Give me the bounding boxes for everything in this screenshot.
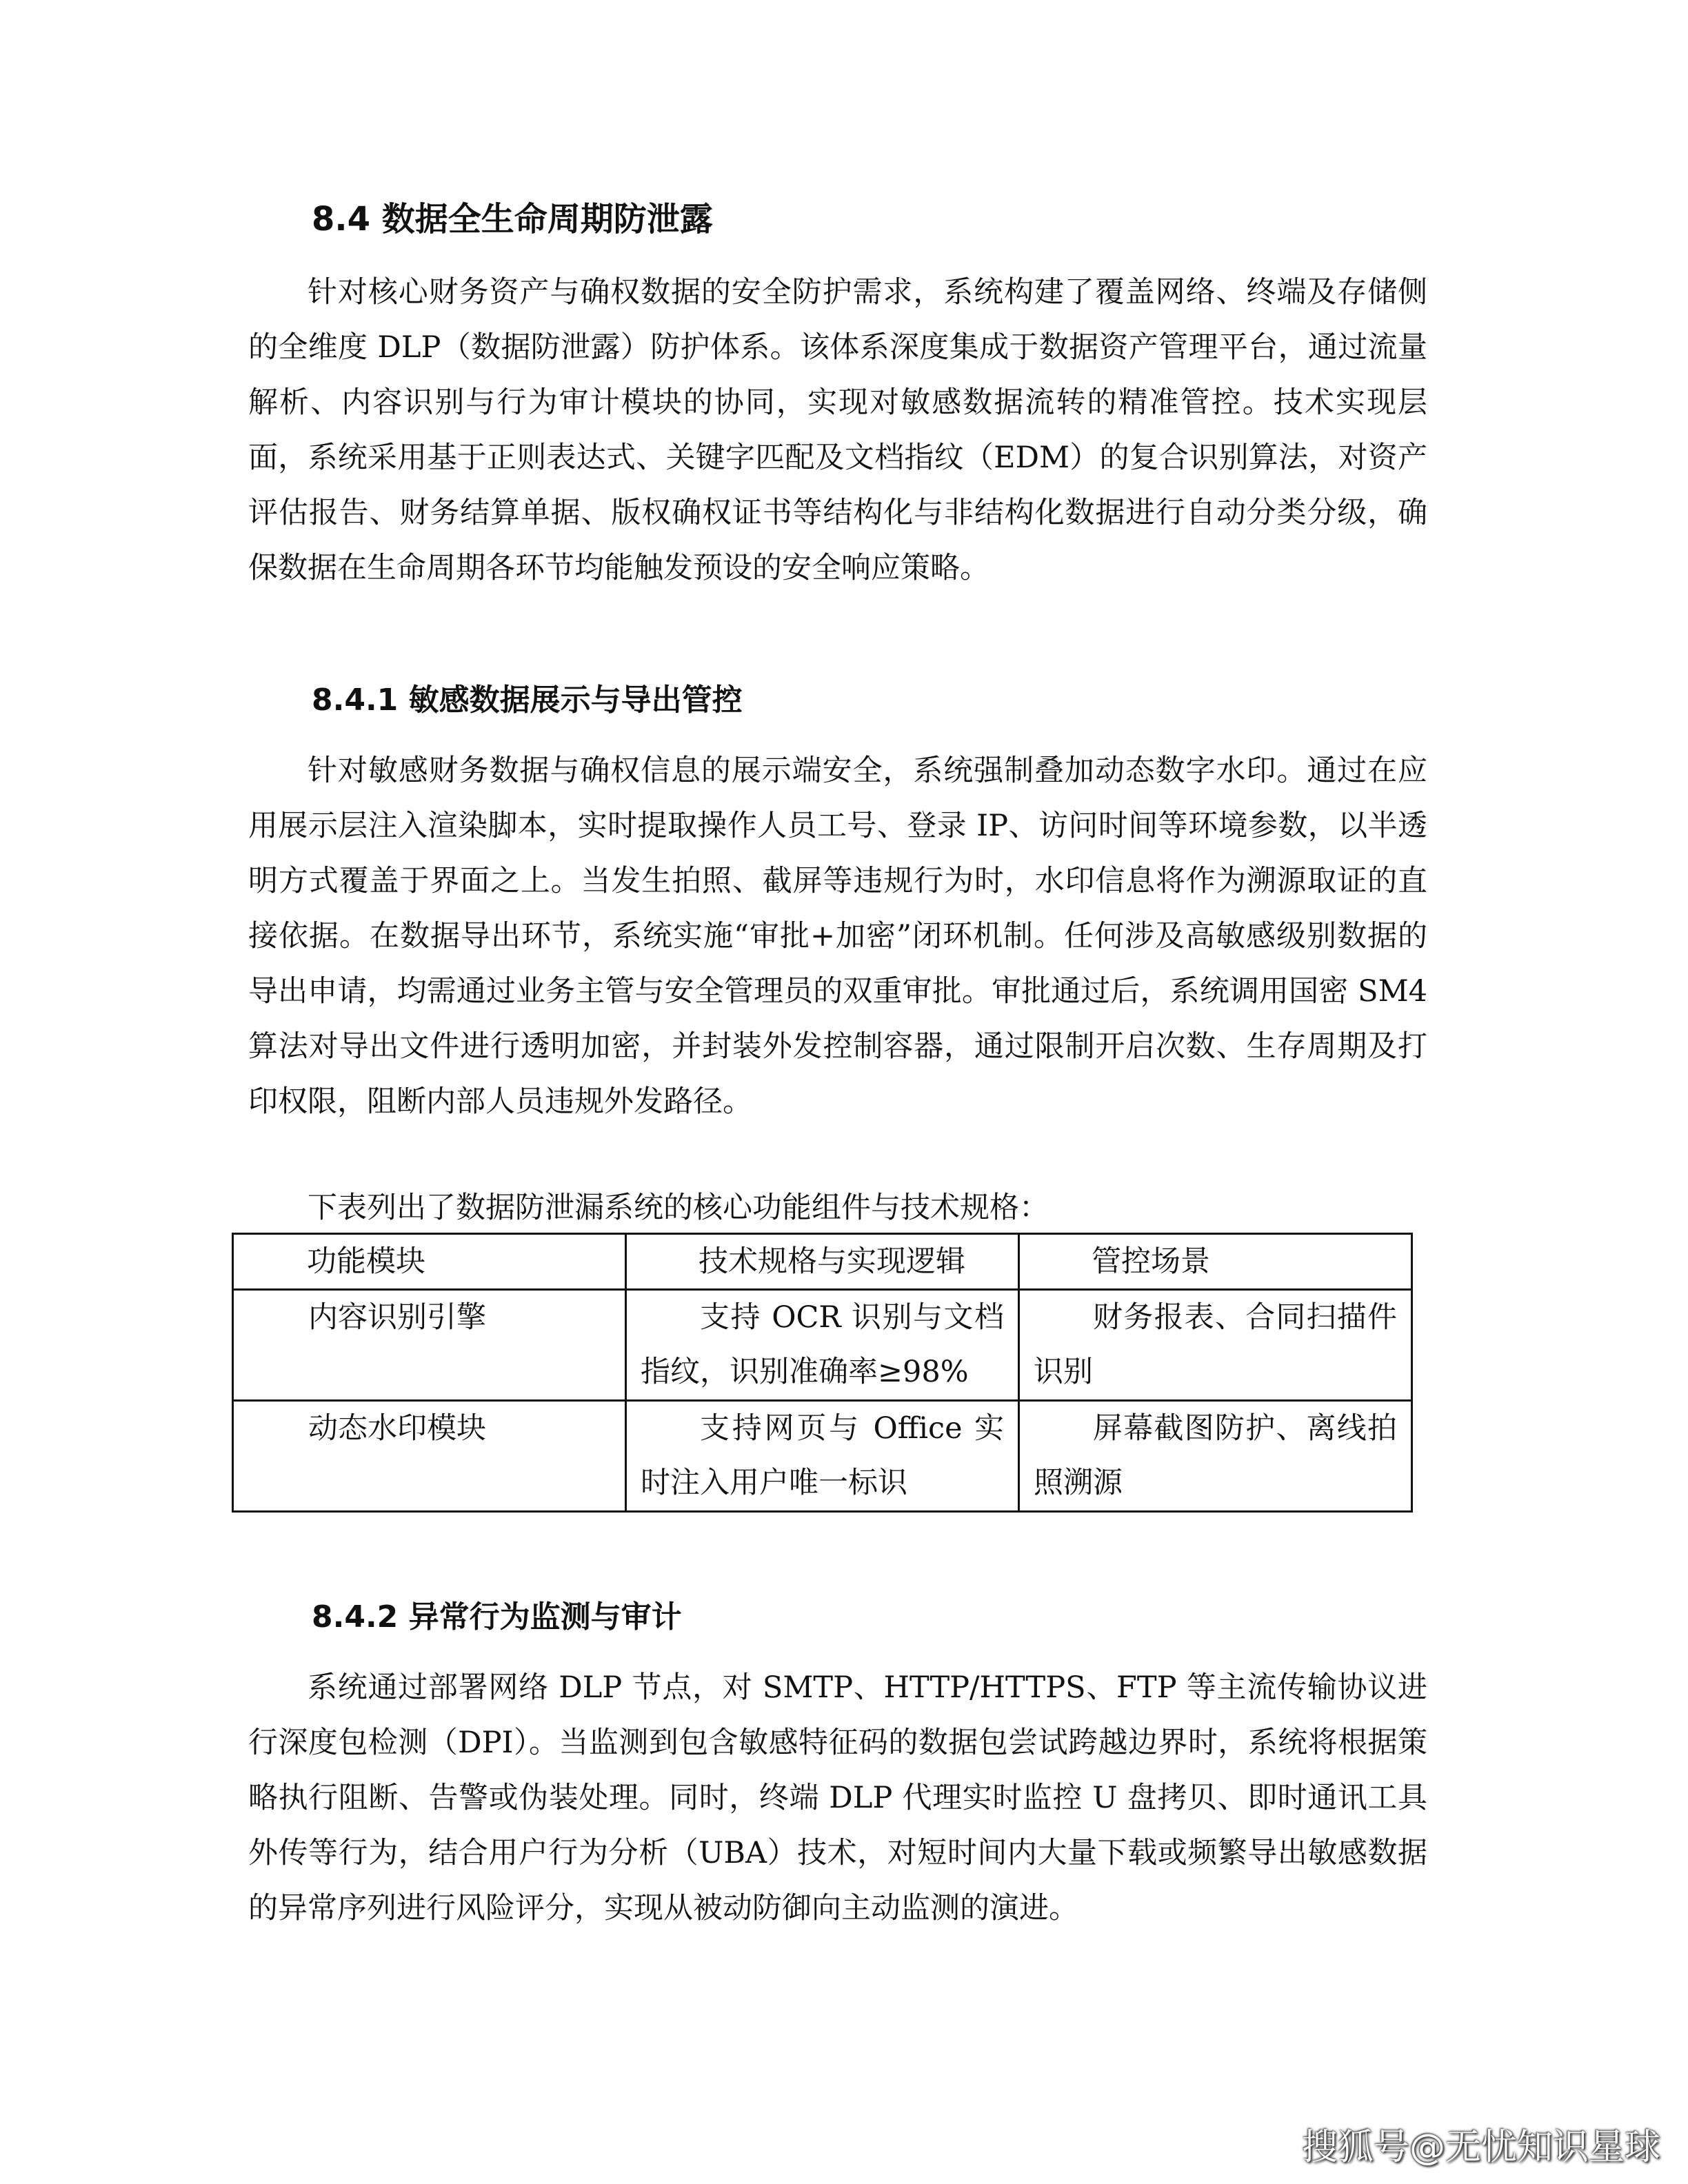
table-row [233, 1290, 1412, 1401]
cell-module: 动态水印模块 [233, 1401, 626, 1512]
header-spec: 技术规格与实现逻辑 [626, 1234, 1019, 1290]
cell-scenario: 财务报表、合同扫描件识别 [1019, 1290, 1412, 1401]
table-caption: 下表列出了数据防泄漏系统的核心功能组件与技术规格： [308, 1191, 1049, 1225]
header-module: 功能模块 [233, 1234, 626, 1290]
section-intro-paragraph: 针对核心财务资产与确权数据的安全防护需求，系统构建了覆盖网络、终端及存储侧的全维度 DLP（数据防泄露）防护体系。该体系深度集成于数据资产管理平台，通过流量解析、内容识别与行为审计模块的协同，实现对敏感数据流转的精准管控。技术实现层面，系统采用基于正则表达式、关键字匹配及文档指纹（EDM）的复合识别算法，对资产评估报告、财务结算单据、版权确权证书等结构化与非结构化数据进行自动分类分级，确保数据在生命周期各环节均能触发预设的安全响应策略。 [248, 275, 1427, 585]
source-watermark: 搜狐号@无忧知识星球 [1301, 2127, 1660, 2168]
cell-spec: 支持网页与 Office 实时注入用户唯一标识 [626, 1401, 1019, 1512]
cell-scenario: 屏幕截图防护、离线拍照溯源 [1019, 1401, 1412, 1512]
subsection-8-4-1-paragraph: 针对敏感财务数据与确权信息的展示端安全，系统强制叠加动态数字水印。通过在应用展示层注入渲染脚本，实时提取操作人员工号、登录 IP、访问时间等环境参数，以半透明方式覆盖于界面之上。当发生拍照、截屏等违规行为时，水印信息将作为溯源取证的直接依据。在数据导出环节，系统实施“审批+加密”闭环机制。任何涉及高敏感级别数据的导出申请，均需通过业务主管与安全管理员的双重审批。审批通过后，系统调用国密 SM4 算法对导出文件进行透明加密，并封装外发控制容器，通过限制开启次数、生存周期及打印权限，阻断内部人员违规外发路径。 [248, 754, 1427, 1119]
cell-spec: 支持 OCR 识别与文档指纹，识别准确率≥98% [626, 1290, 1019, 1401]
subsection-8-4-2-paragraph: 系统通过部署网络 DLP 节点，对 SMTP、HTTP/HTTPS、FTP 等主流传输协议进行深度包检测（DPI）。当监测到包含敏感特征码的数据包尝试跨越边界时，系统将根据策略执行阻断、告警或伪装处理。同时，终端 DLP 代理实时监控 U 盘拷贝、即时通讯工具外传等行为，结合用户行为分析（UBA）技术，对短时间内大量下载或频繁导出敏感数据的异常序列进行风险评分，实现从被动防御向主动监测的演进。 [248, 1670, 1427, 1925]
section-heading: 8.4 数据全生命周期防泄露 [312, 200, 713, 239]
cell-module: 内容识别引擎 [233, 1290, 626, 1401]
table-header-row [233, 1234, 1412, 1290]
table-row [233, 1401, 1412, 1512]
dlp-component-table [232, 1233, 1413, 1513]
subsection-heading-8-4-1: 8.4.1 敏感数据展示与导出管控 [312, 682, 743, 718]
header-scenario: 管控场景 [1019, 1234, 1412, 1290]
subsection-heading-8-4-2: 8.4.2 异常行为监测与审计 [312, 1599, 682, 1635]
